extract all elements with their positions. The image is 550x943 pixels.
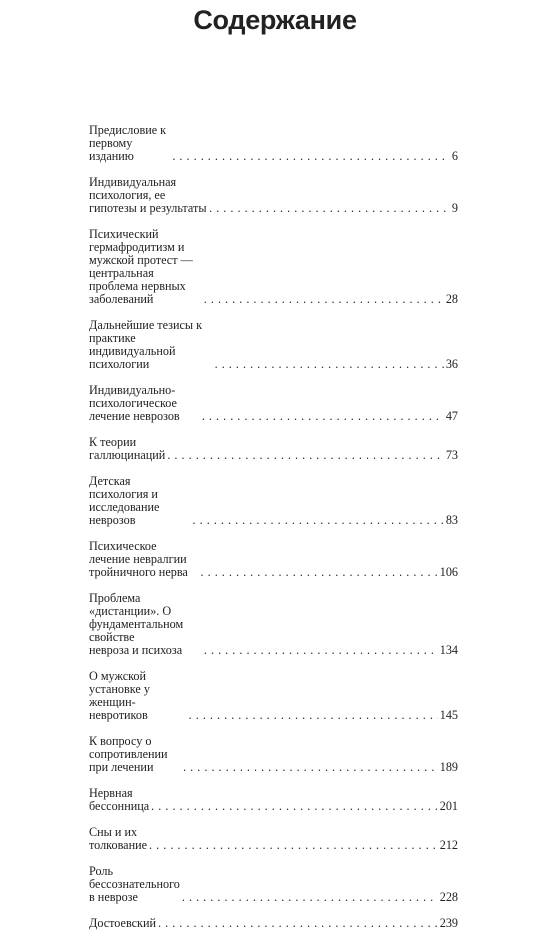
toc-entry[interactable] [89,592,458,657]
toc-entry[interactable] [89,436,458,462]
toc-entry-title [89,228,202,306]
toc-entry[interactable] [89,735,458,774]
toc-entry-title: Роль бессознательного в неврозе [89,864,180,904]
toc-entry-title: О мужской установке у женщин-невротиков [89,669,150,722]
toc-entry[interactable] [89,384,458,423]
toc-leader-dots [182,891,438,904]
toc-leader-dots [183,761,438,774]
toc-leader-dots [201,566,438,579]
toc-page-number: 212 [439,838,458,852]
toc-page-number: 189 [439,760,458,774]
toc-entry[interactable] [89,540,458,579]
toc-leader-dots [167,449,443,462]
toc-leader-dots [172,150,450,163]
toc-page-number: 239 [439,916,458,930]
toc-leader-dots [158,917,438,930]
toc-page-number: 145 [439,708,458,722]
toc-entry[interactable] [89,670,458,722]
toc-leader-dots [189,709,438,722]
toc-entry[interactable] [89,124,458,163]
toc-entry-title: Нервная бессонница [89,786,150,813]
toc-entry-title: Детская психология и исследование неврозов [89,474,160,527]
toc-leader-dots [193,514,444,527]
toc-entry-title: Предисловие к первому изданию [89,123,167,163]
toc-entry-title: Психическое лечение невралгии тройничного нерва [89,539,188,579]
toc-entry[interactable] [89,319,458,371]
toc-entry[interactable] [89,228,458,306]
toc-page-number: 83 [445,513,458,527]
toc-entry-title-line: невроза и психоза [89,643,183,657]
toc-page-number: 28 [445,292,458,306]
toc-entry[interactable] [89,865,458,904]
toc-entry[interactable] [89,917,458,930]
toc-entry-title: Индивидуально-психологическое лечение неврозов [89,383,180,423]
toc-leader-dots [209,202,450,215]
toc-page-number: 47 [445,409,458,423]
toc-leader-dots [215,358,444,371]
toc-entry-title-line: Психический гермафродитизм и мужской протест — [89,227,193,267]
toc-page-number: 201 [439,799,458,813]
toc-leader-dots [149,839,438,852]
toc-page-number: 106 [439,565,458,579]
toc-entry-title [89,592,202,657]
toc-page-number: 6 [451,149,458,163]
toc-leader-dots [151,800,438,813]
toc-entry-title: Индивидуальная психология, ее гипотезы и результаты [89,175,207,215]
toc-page-number: 134 [439,643,458,657]
toc-entry-title-line: центральная проблема нервных заболеваний [89,266,186,306]
toc-entry[interactable] [89,826,458,852]
toc-entry-title: К теории галлюцинаций [89,435,166,462]
toc-entry-title: К вопросу о сопротивлении при лечении [89,734,168,774]
toc-page-number: 73 [445,448,458,462]
toc-leader-dots [204,644,438,657]
toc-entry-title: Достоевский [89,916,156,930]
toc-page-number: 9 [451,201,458,215]
toc-leader-dots [204,293,444,306]
toc-entry-title-line: Проблема «дистанции». О фундаментальном свойстве [89,591,184,644]
toc-leader-dots [202,410,444,423]
toc-page-number: 228 [439,890,458,904]
toc-entry[interactable] [89,787,458,813]
toc-entry-title: Сны и их толкование [89,825,148,852]
toc-page-number: 36 [445,357,458,371]
toc-entry[interactable] [89,475,458,527]
table-of-contents [89,124,458,943]
toc-entry[interactable] [89,176,458,215]
toc-entry-title: Дальнейшие тезисы к практике индивидуальной психологии [89,318,203,371]
page-title: Содержание [193,5,357,35]
